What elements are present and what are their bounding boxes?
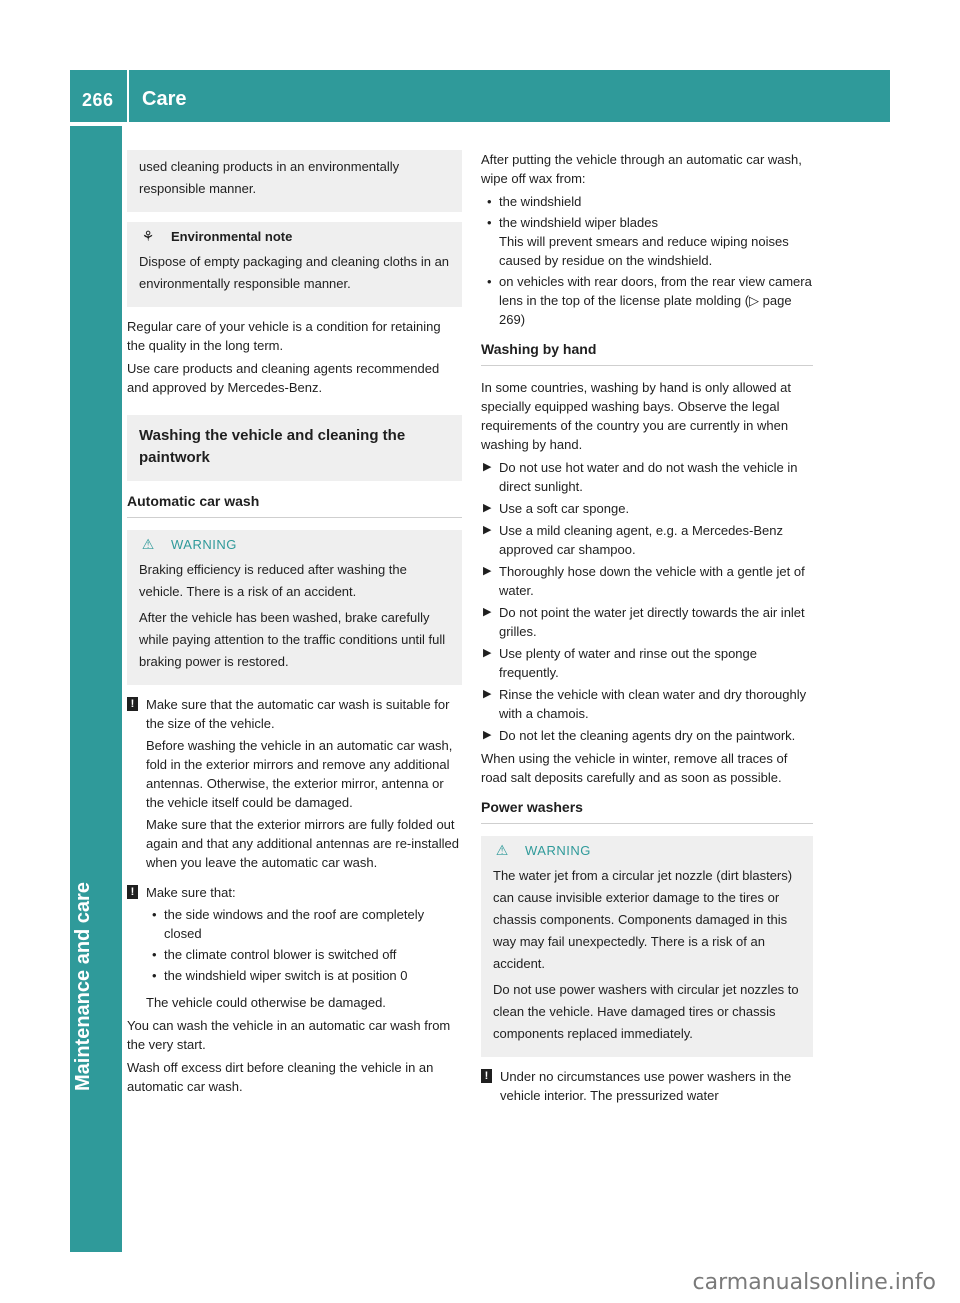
paragraph-washing-by-hand: In some countries, washing by hand is only allowed at specially equipped washing bays. Observe the legal requirements of the country you are currently in when washing by hand.: [481, 380, 792, 452]
list-item: [481, 644, 813, 682]
note-text: Under no circumstances use power washers in the vehicle interior. The pressurized water: [500, 1069, 792, 1103]
side-tab: [70, 126, 122, 1252]
warning-heading: WARNING: [171, 537, 237, 552]
environmental-note: [127, 222, 462, 307]
step-text: Do not point the water jet directly towards the air inlet grilles.: [499, 605, 805, 639]
list-item: [481, 685, 813, 723]
warning-title: [493, 842, 803, 859]
warning-title: [139, 536, 452, 553]
intro-text: used cleaning products in an environmentally responsible manner.: [139, 159, 400, 196]
warning-text-1: Braking efficiency is reduced after washing the vehicle. There is a risk of an accident.: [139, 562, 407, 599]
list-item: • on vehicles with rear doors, from the rear view camera lens in the top of the license plate molding (▷ page 269): [499, 272, 813, 329]
paragraph-regular-care: Regular care of your vehicle is a condition for retaining the quality in the long term.: [127, 319, 441, 353]
arrow-right-icon: ▶: [483, 502, 492, 514]
arrow-right-icon: ▶: [483, 524, 492, 536]
warning-text-2: After the vehicle has been washed, brake carefully while paying attention to the traffic conditions until full braking power is restored.: [139, 610, 446, 669]
paragraph-can-wash: You can wash the vehicle in an automatic car wash from the very start.: [127, 1018, 451, 1052]
exclamation-icon: !: [127, 697, 138, 711]
left-column: [127, 150, 462, 1100]
paragraph-use-care-products: Use care products and cleaning agents recommended and approved by Mercedes-Benz.: [127, 361, 440, 395]
exclamation-icon: !: [127, 885, 138, 899]
warning-box-power-washers: [481, 836, 813, 1057]
header-bar: [70, 70, 890, 122]
step-text: Rinse the vehicle with clean water and dry thoroughly with a chamois.: [499, 687, 807, 721]
header-divider: [127, 70, 129, 122]
paragraph-winter: When using the vehicle in winter, remove all traces of road salt deposits carefully and as soon as possible.: [481, 751, 788, 785]
page-number: 266: [82, 90, 114, 110]
warning-text-2: Do not use power washers with circular jet nozzles to clean the vehicle. Have damaged tires or chassis components replaced immediately.: [493, 982, 799, 1041]
washing-steps: [481, 458, 813, 745]
warning-triangle-icon: ⚠: [141, 536, 155, 552]
list-item: [481, 458, 813, 496]
list-item-text: the windshield wiper blades: [499, 215, 658, 230]
wipe-off-list: [499, 192, 813, 329]
sub-heading-washing-by-hand: Washing by hand: [481, 341, 813, 366]
note-text-3: Make sure that the exterior mirrors are fully folded out again and that any additional antennas are re-installed when you leave the automatic car wash.: [146, 817, 459, 870]
sub-heading-automatic-car-wash: Automatic car wash: [127, 493, 462, 518]
paragraph-after-car-wash: After putting the vehicle through an automatic car wash, wipe off wax from:: [481, 152, 802, 186]
arrow-right-icon: ▶: [483, 729, 492, 741]
list-item: [481, 726, 813, 745]
list-item: [481, 603, 813, 641]
arrow-right-icon: ▶: [483, 647, 492, 659]
arrow-right-icon: ▶: [483, 606, 492, 618]
arrow-right-icon: ▶: [483, 688, 492, 700]
list-item: [481, 521, 813, 559]
environmental-note-text: Dispose of empty packaging and cleaning cloths in an environmentally responsible manner.: [139, 254, 450, 291]
note-after-text: The vehicle could otherwise be damaged.: [146, 995, 386, 1010]
note-power-washers-interior: [481, 1067, 813, 1108]
note-make-sure: [127, 883, 462, 989]
list-item: • the side windows and the roof are completely closed: [164, 905, 462, 943]
page-title: Care: [142, 88, 187, 110]
sub-heading-power-washers: Power washers: [481, 799, 813, 824]
arrow-right-icon: ▶: [483, 461, 492, 473]
make-sure-list: [164, 905, 462, 985]
note-car-wash-size: [127, 695, 462, 875]
arrow-right-icon: ▶: [483, 565, 492, 577]
right-column: [481, 150, 813, 1112]
environmental-note-heading: Environmental note: [171, 229, 293, 244]
paragraph-wash-off: Wash off excess dirt before cleaning the vehicle in an automatic car wash.: [127, 1060, 434, 1094]
step-text: Do not use hot water and do not wash the vehicle in direct sunlight.: [499, 460, 798, 494]
note-lead: Make sure that:: [146, 885, 236, 900]
warning-heading: WARNING: [525, 843, 591, 858]
leaf-icon: ⚘: [141, 228, 155, 244]
exclamation-icon: !: [481, 1069, 492, 1083]
list-item: [481, 499, 813, 518]
note-lead: Make sure that the automatic car wash is suitable for the size of the vehicle.: [146, 697, 450, 731]
list-item: • the climate control blower is switched off: [164, 945, 462, 964]
intro-box: [127, 150, 462, 212]
side-tab-label: Maintenance and care: [72, 882, 94, 1091]
section-heading-washing: Washing the vehicle and cleaning the paintwork: [127, 415, 462, 481]
warning-text-1: The water jet from a circular jet nozzle (dirt blasters) can cause invisible exterior damage to the tires or chassis components. Components damaged in this way may fail unexpectedly. There is a risk of an accident.: [493, 868, 793, 971]
step-text: Use a mild cleaning agent, e.g. a Mercedes-Benz approved car shampoo.: [499, 523, 783, 557]
list-item: [481, 562, 813, 600]
list-item: • the windshield: [499, 192, 813, 211]
watermark: carmanualsonline.info: [692, 1270, 936, 1295]
environmental-note-title: [139, 228, 452, 245]
list-item: [499, 213, 813, 270]
warning-box-braking: [127, 530, 462, 685]
note-text-2: Before washing the vehicle in an automatic car wash, fold in the exterior mirrors and remove any additional antennas. Otherwise, the exterior mirror, antenna or the vehicle itself could be damaged.: [146, 738, 453, 810]
warning-triangle-icon: ⚠: [495, 842, 509, 858]
step-text: Do not let the cleaning agents dry on the paintwork.: [499, 728, 796, 743]
step-text: Thoroughly hose down the vehicle with a gentle jet of water.: [499, 564, 805, 598]
step-text: Use a soft car sponge.: [499, 501, 630, 516]
step-text: Use plenty of water and rinse out the sponge frequently.: [499, 646, 757, 680]
list-item: • the windshield wiper switch is at position 0: [164, 966, 462, 985]
list-item-note: This will prevent smears and reduce wiping noises caused by residue on the windshield.: [499, 234, 789, 268]
